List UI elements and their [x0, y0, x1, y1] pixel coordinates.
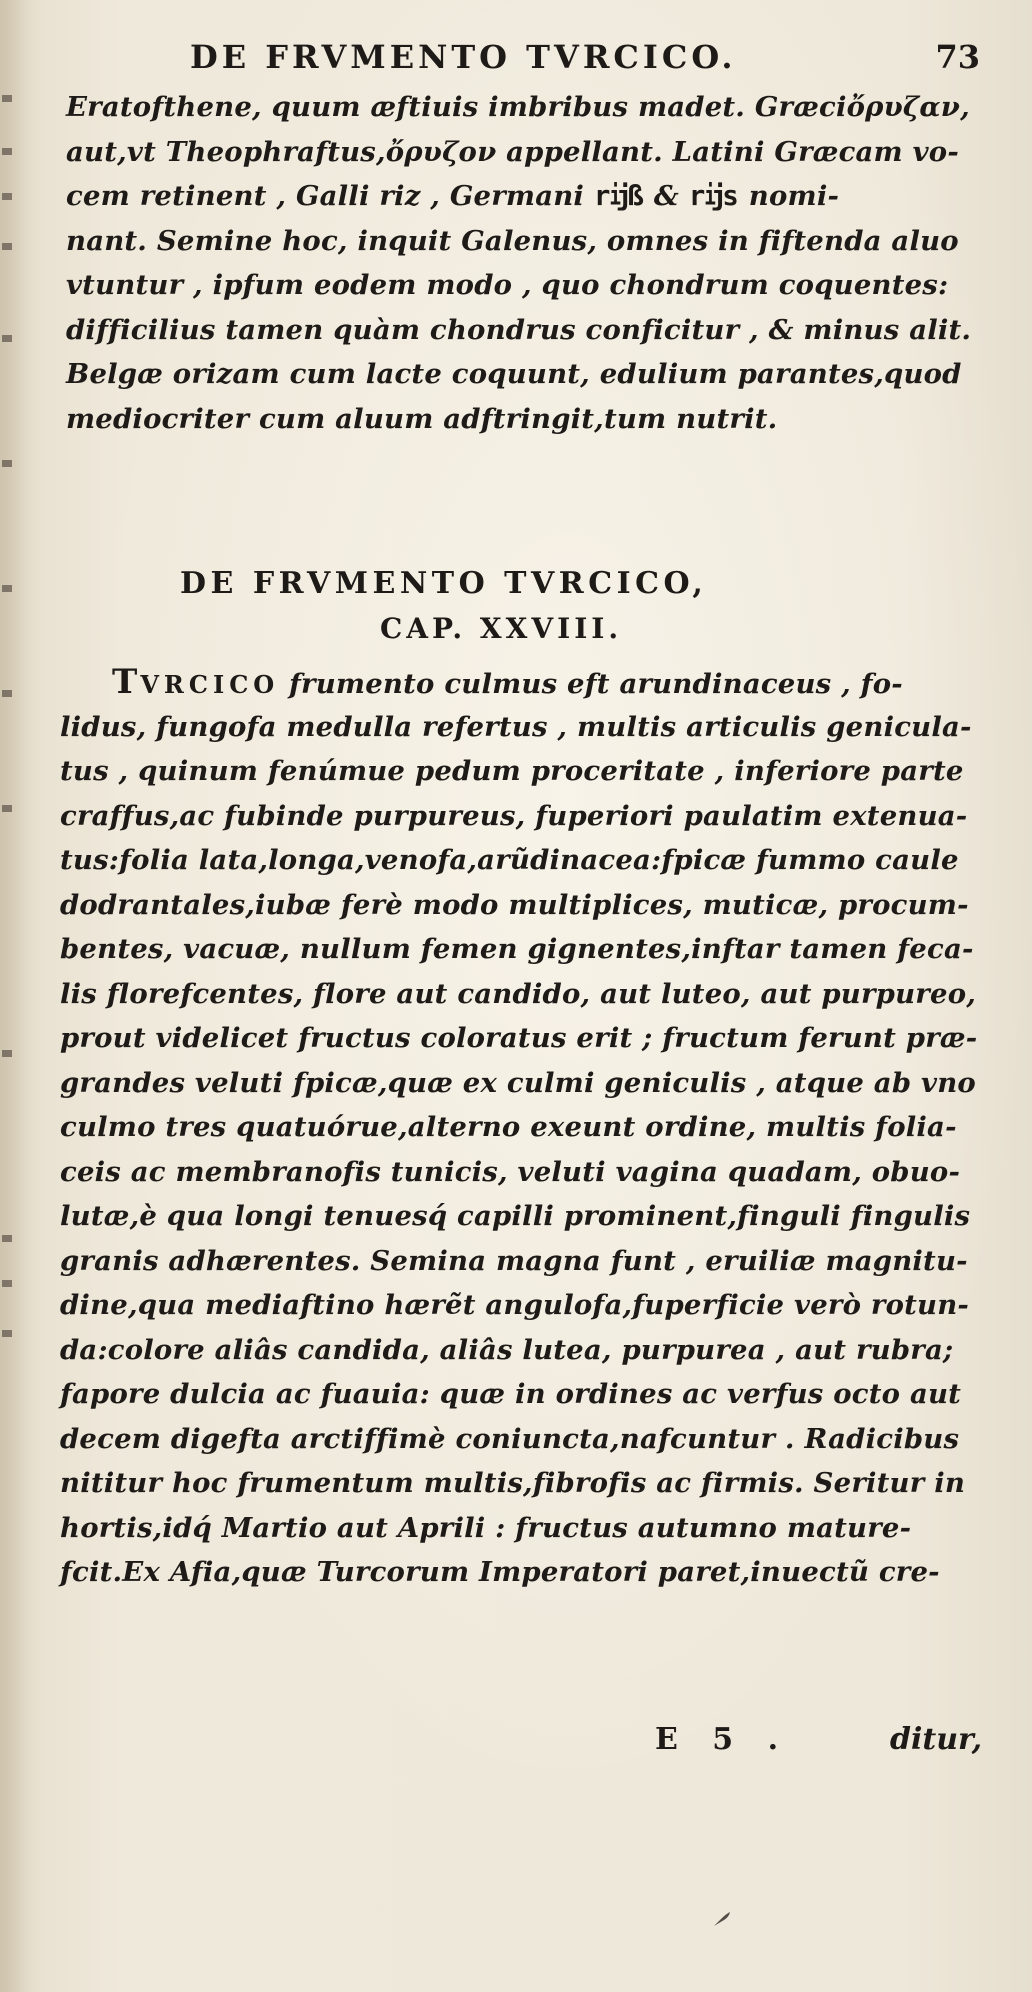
text-line: granis adhærentes. Semina magna funt , eruiliæ magnitu-	[60, 1244, 968, 1277]
bleed-through-mark	[2, 690, 12, 697]
bleed-through-mark	[2, 95, 12, 102]
text-line: lidus, fungofa medulla refertus , multis articulis genicula-	[60, 710, 972, 743]
ink-blot-mark	[712, 1910, 732, 1928]
text-line: aut,vt Theophraftus,ὄρυζον appellant. Latini Græcam vo-	[66, 135, 959, 168]
section-body-text	[60, 660, 980, 1595]
page-gutter	[0, 0, 26, 1992]
text-line: lis florefcentes, flore aut candido, aut luteo, aut purpureo,	[60, 977, 977, 1010]
bleed-through-mark	[2, 1330, 12, 1337]
bleed-through-mark	[2, 1280, 12, 1287]
text-line: bentes, vacuæ, nullum femen gignentes,inftar tamen feca-	[60, 933, 974, 965]
initial-letter: T	[112, 662, 141, 702]
bleed-through-mark	[2, 805, 12, 812]
catchword: ditur,	[890, 1722, 983, 1757]
bleed-through-mark	[2, 585, 12, 592]
text-line: mediocriter cum aluum adftringit,tum nutrit.	[66, 402, 778, 435]
text-line: Eratofthene, quum æftiuis imbribus madet. Græciὄρυζαν,	[66, 91, 970, 123]
text-line: da:colore aliâs candida, aliâs lutea, purpurea , aut rubra;	[60, 1333, 954, 1366]
bleed-through-mark	[2, 243, 12, 250]
text-line	[60, 660, 980, 705]
text-line: nant. Semine hoc, inquit Galenus, omnes in fiftenda aluo	[66, 224, 959, 257]
text-line: vtuntur , ipfum eodem modo , quo chondrum coquentes:	[66, 269, 949, 301]
bleed-through-mark	[2, 148, 12, 155]
text-line: dodrantales,iubæ ferè modo multiplices, muticæ, procum-	[60, 888, 969, 921]
bleed-through-mark	[2, 335, 12, 342]
text-segment: frumento culmus eft arundinaceus , fo-	[289, 668, 903, 700]
text-line: decem digefta arctiffimè coniuncta,nafcuntur . Radicibus	[60, 1422, 960, 1455]
text-line: culmo tres quatuórue,alterno exeunt ordine, multis folia-	[60, 1111, 957, 1143]
text-line: ceis ac membranofis tunicis, veluti vagina quadam, obuo-	[60, 1155, 961, 1188]
ampersand: &	[653, 180, 679, 212]
text-line: prout videlicet fructus coloratus erit ; fructum ferunt præ-	[60, 1022, 978, 1054]
section-heading: DE FRVMENTO TVRCICO,	[180, 566, 708, 601]
text-line: lutæ,è qua longi tenuesq́ capilli prominent,finguli fingulis	[60, 1200, 971, 1232]
german-word: rĳs	[688, 180, 740, 212]
bleed-through-mark	[2, 193, 12, 200]
text-line: tus , quinum fenúmue pedum proceritate , inferiore parte	[60, 755, 964, 787]
initial-word-rest: VRCICO	[140, 670, 280, 699]
text-line: hortis,idq́ Martio aut Aprili : fructus autumno mature-	[60, 1511, 912, 1544]
page-number: 73	[935, 38, 980, 76]
page-footer	[0, 1722, 1032, 1762]
text-line: tus:folia lata,longa,venofa,arũdinacea:fpicæ fummo caule	[60, 844, 959, 876]
text-line: grandes veluti fpicæ,quæ ex culmi geniculis , atque ab vno	[60, 1066, 976, 1099]
text-line: dine,qua mediaftino hærẽt angulofa,fuperficie verò rotun-	[60, 1289, 970, 1321]
text-line: craffus,ac fubinde purpureus, fuperiori paulatim extenua-	[60, 799, 968, 832]
text-line: nititur hoc frumentum multis,fibrofis ac firmis. Seritur in	[60, 1467, 966, 1499]
running-title: DE FRVMENTO TVRCICO.	[190, 38, 737, 76]
text-line: fapore dulcia ac fuauia: quæ in ordines ac verfus octo aut	[60, 1378, 962, 1410]
bleed-through-mark	[2, 1235, 12, 1242]
bleed-through-mark	[2, 460, 12, 467]
text-line: fcit.Ex Afia,quæ Turcorum Imperatori paret,inuectũ cre-	[60, 1556, 940, 1588]
text-line: difficilius tamen quàm chondrus conficitur , & minus alit.	[66, 313, 972, 346]
page-header	[190, 38, 980, 78]
bleed-through-mark	[2, 1050, 12, 1057]
chapter-number: CAP. XXVIII.	[380, 612, 623, 645]
text-segment: cem retinent , Galli riz , Germani	[66, 180, 585, 212]
german-word: rĳß	[593, 180, 645, 212]
text-segment: nomi-	[748, 180, 840, 212]
text-line: Belgæ orizam cum lacte coquunt, edulium parantes,quod	[66, 358, 962, 390]
previous-section-text	[66, 85, 986, 441]
signature-mark: E 5 .	[655, 1722, 791, 1757]
text-line	[66, 174, 986, 219]
